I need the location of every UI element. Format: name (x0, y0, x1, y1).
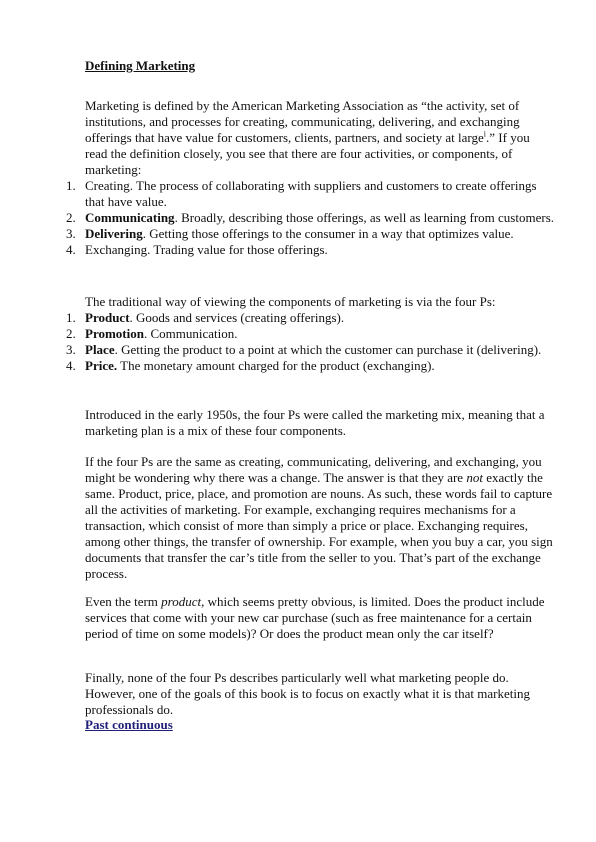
four-ps-difference-paragraph (85, 454, 555, 582)
item-desc: . Communication. (143, 326, 238, 341)
item-term: Promotion (85, 326, 144, 341)
item-desc: The monetary amount charged for the product (exchanging). (117, 358, 435, 373)
list-item (66, 210, 556, 226)
intro-text-end: .” If you read the definition closely, you see that there are four activities, or components, of marketing: (85, 130, 530, 177)
item-text (85, 242, 556, 258)
item-term: Communicating (85, 210, 175, 225)
item-number: 1. (66, 178, 76, 193)
item-term: Price. (85, 358, 118, 373)
emphasis-text: not (466, 470, 483, 485)
item-desc: . Goods and services (creating offerings). (129, 310, 345, 325)
activities-list (66, 178, 556, 258)
item-text (85, 226, 556, 242)
item-desc: . Getting the product to a point at which the customer can purchase it (delivering). (114, 342, 542, 357)
paragraph-text-end: exactly the same. Product, price, place, and promotion are nouns. As such, these words fail to capture all the activities of marketing. For example, exchanging requires mechanisms for a transaction, which consist of more than simply a price or place. Exchanging requires, among other things, the transfer of ownership. For example, when you buy a car, you sign documents that transfer the car’s title from the seller to you. That’s part of the exchange process. (85, 470, 553, 581)
paragraph-text: Even the term (85, 594, 162, 609)
item-number: 2. (66, 326, 76, 341)
past-continuous-link[interactable]: Past continuous (85, 717, 173, 732)
item-number: 3. (66, 226, 76, 241)
closing-paragraph: Finally, none of the four Ps describes particularly well what marketing people do. However, one of the goals of this book is to focus on exactly what it is that marketing professionals do. (85, 670, 530, 717)
item-text (85, 210, 556, 226)
item-term: Delivering (85, 226, 143, 241)
item-text (85, 358, 556, 374)
item-number: 3. (66, 342, 76, 357)
item-text (85, 326, 556, 342)
item-term: Product (85, 310, 130, 325)
product-term-paragraph (85, 594, 555, 642)
list-item (66, 226, 556, 242)
paragraph-text: If the four Ps are the same as creating, communicating, delivering, and exchanging, you might be wondering why there was a change. The answer is that they are (85, 454, 542, 485)
item-desc: . Getting those offerings to the consumer in a way that optimizes value. (142, 226, 514, 241)
four-ps-list (66, 310, 556, 374)
item-desc: Creating. The process of collaborating with suppliers and customers to create offerings that have value. (85, 178, 537, 209)
footnote-mark: i (483, 129, 487, 139)
list-item (66, 242, 556, 258)
item-desc: . Broadly, describing those offerings, as well as learning from customers. (174, 210, 554, 225)
four-ps-intro: The traditional way of viewing the components of marketing is via the four Ps: (85, 294, 496, 309)
heading-defining-marketing: Defining Marketing (85, 58, 196, 73)
item-term: Place (85, 342, 115, 357)
list-item (66, 178, 556, 210)
marketing-mix-paragraph: Introduced in the early 1950s, the four Ps were called the marketing mix, meaning that a marketing plan is a mix of these four components. (85, 407, 545, 438)
item-number: 2. (66, 210, 76, 225)
intro-paragraph (85, 98, 555, 178)
item-desc: Exchanging. Trading value for those offerings. (85, 242, 328, 257)
item-text (85, 178, 556, 210)
list-item (66, 310, 556, 326)
list-item (66, 358, 556, 374)
list-item (66, 326, 556, 342)
item-text (85, 310, 556, 326)
item-number: 4. (66, 358, 76, 373)
emphasis-text: product (161, 594, 202, 609)
item-text (85, 342, 556, 358)
item-number: 1. (66, 310, 76, 325)
list-item (66, 342, 556, 358)
item-number: 4. (66, 242, 76, 257)
intro-text: Marketing is defined by the American Marketing Association as “the activity, set of institutions, and processes for creating, communicating, delivering, and exchanging offerings that have value for customers, clients, partners, and society at large (85, 98, 520, 145)
paragraph-text-end: , which seems pretty obvious, is limited. Does the product include services that come with your new car purchase (such as free maintenance for a certain period of time on some models)? Or does the product mean only the car itself? (85, 594, 545, 641)
